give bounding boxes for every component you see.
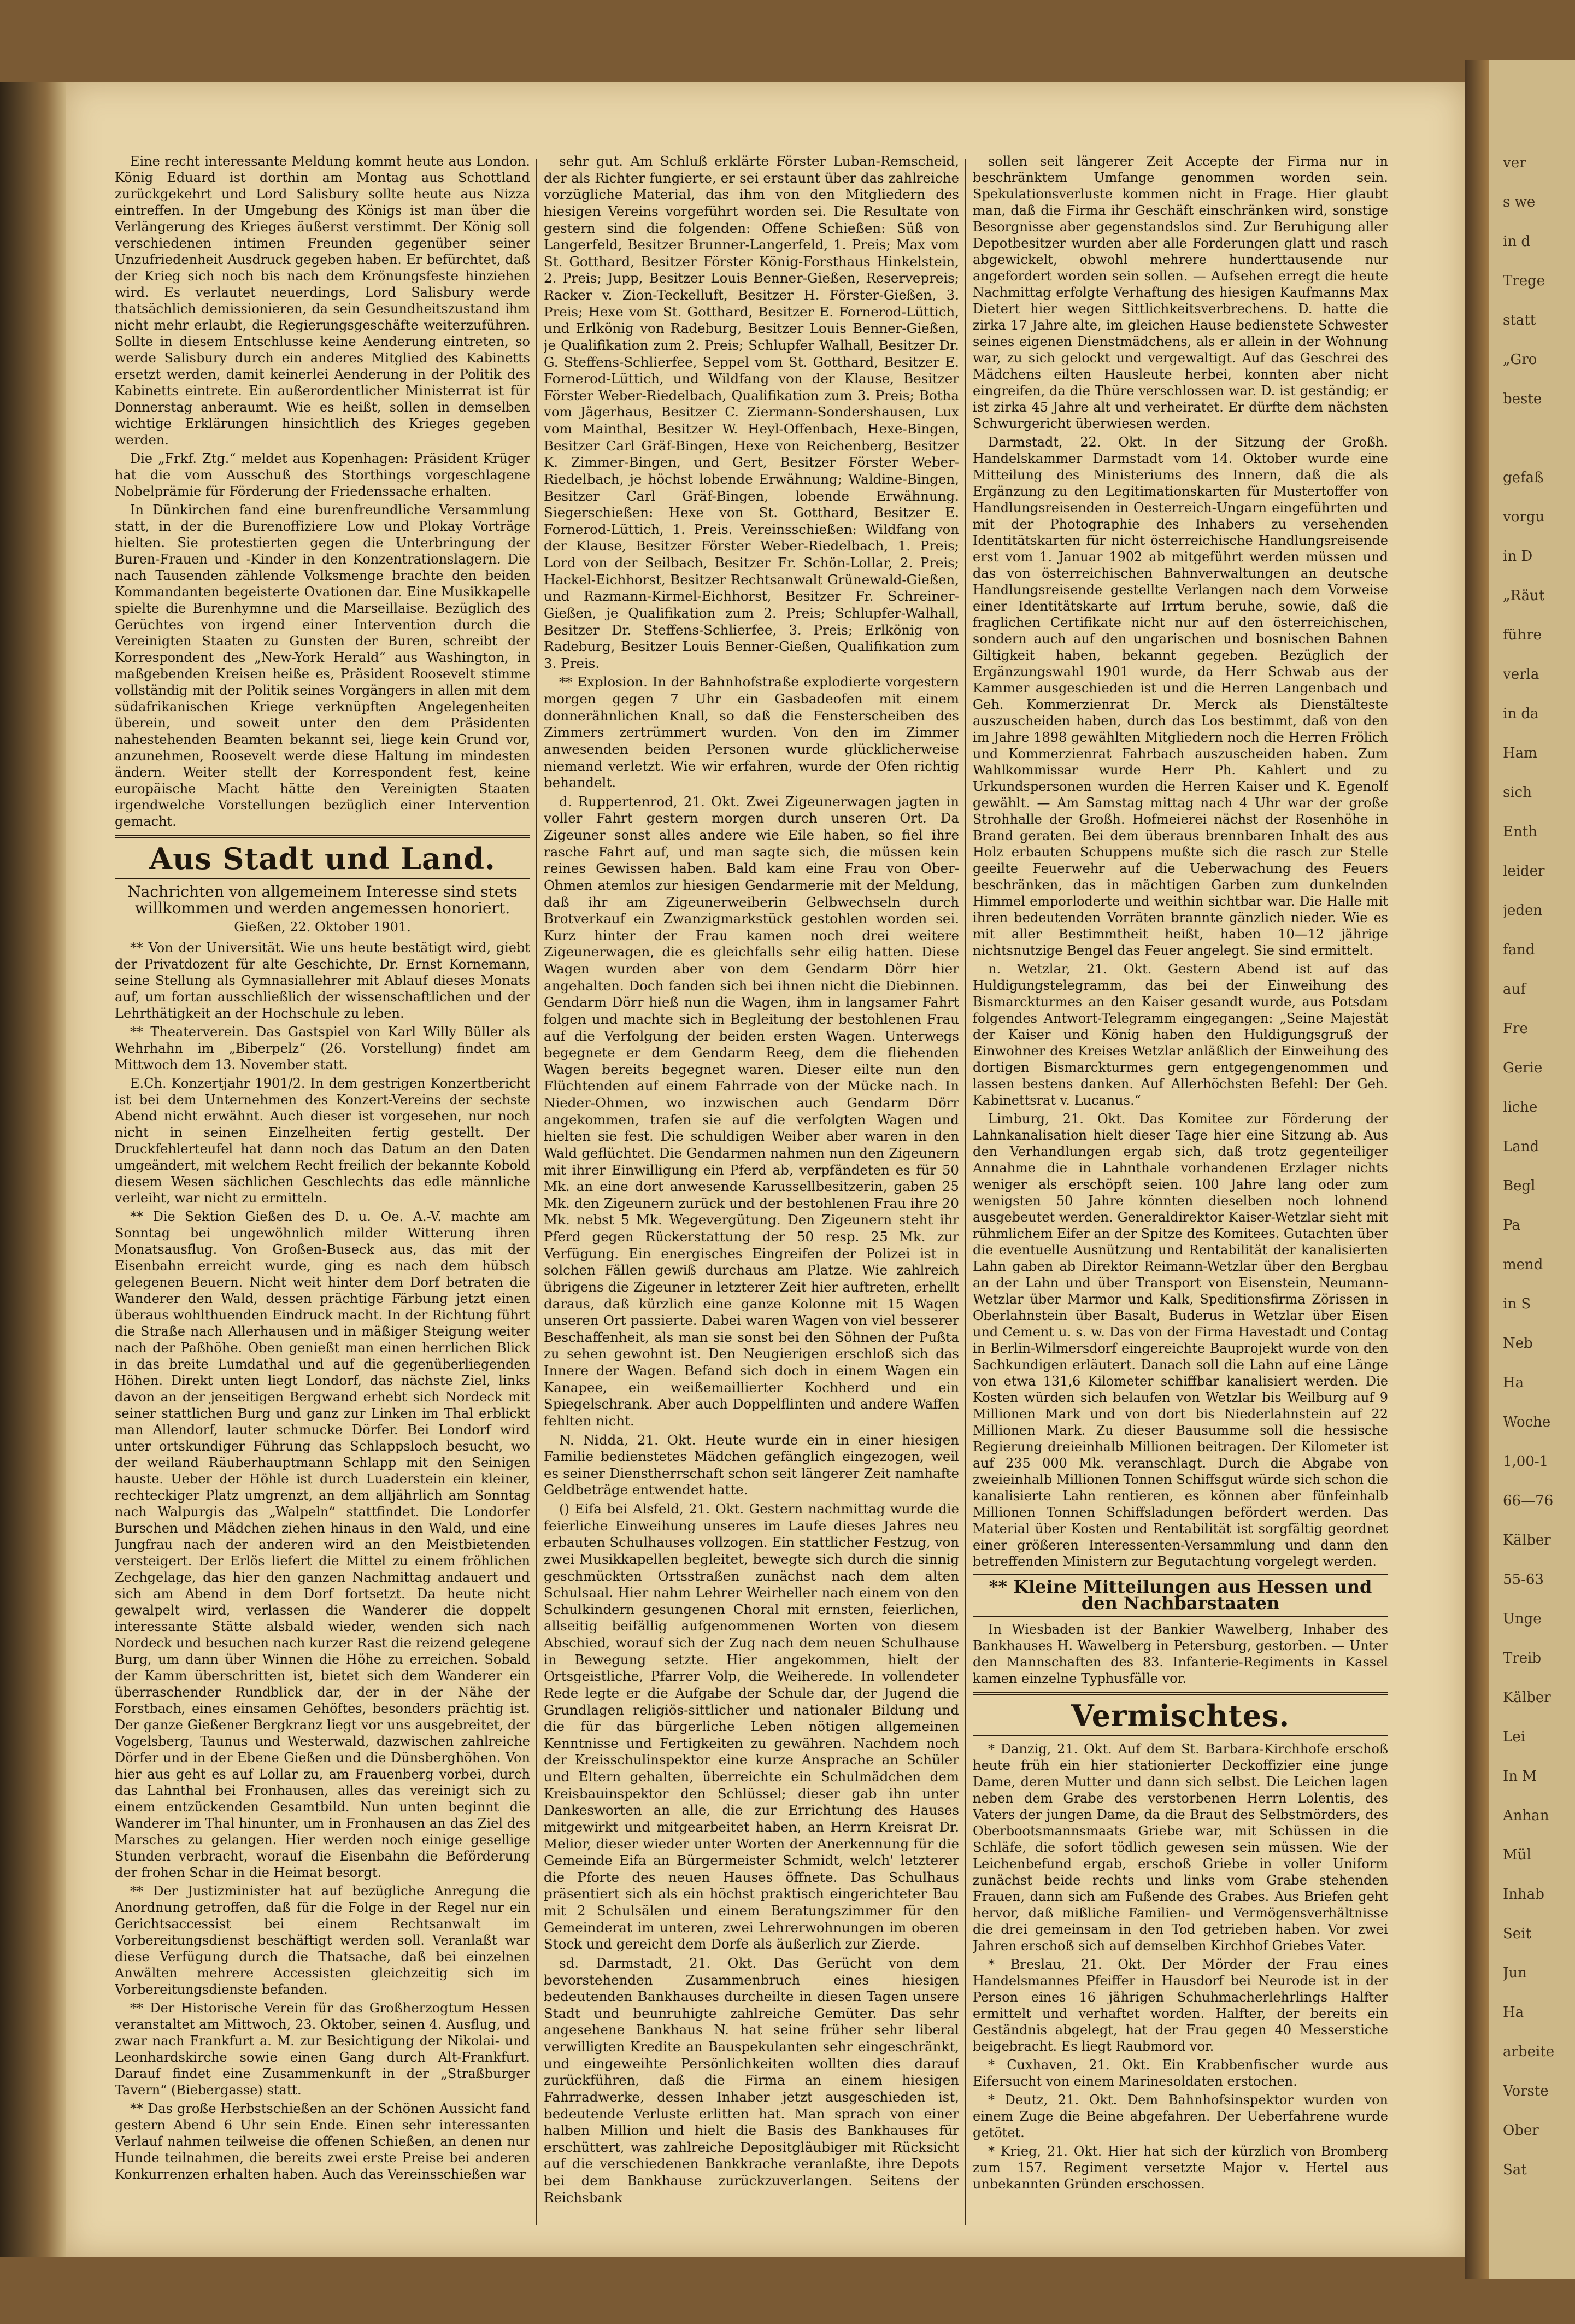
adjacent-page-fragment: Kälber	[1503, 1689, 1551, 1706]
article-wetzlar: n. Wetzlar, 21. Okt. Gestern Abend ist auf das Huldigungstelegramm, das bei der Einweihung des Bismarckturmes an den Kaiser gesandt wurde, aus Potsdam folgendes Antwort-Telegramm eingegangen: „Seine Majestät der Kaiser und König haben den Huldigungsgruß der Einwohner des Kreises Wetzlar anläßlich der Einweihung des dortigen Bismarckturmes gern entgegengenommen und lassen bestens danken. Auf Allerhöchsten Befehl: Der Geh. Kabinettsrat v. Lucanus.“	[973, 961, 1388, 1108]
adjacent-page-fragment: beste	[1503, 391, 1542, 407]
adjacent-page-fragment: liche	[1503, 1099, 1538, 1116]
adjacent-page-fragment: in da	[1503, 706, 1539, 722]
article-explosion: ** Explosion. In der Bahnhofstraße explodierte vorgestern morgen gegen 7 Uhr ein Gasbadeofen mit einem donnerähnlichen Knall, so daß die Fensterscheiben des Zimmers zertrümmert wurden. Von den im Zimmer anwesenden beiden Personen wurde glücklicherweise niemand verletzt. Wie wir erfahren, wurde der Ofen richtig behandelt.	[544, 674, 959, 791]
adjacent-page-fragment: „Räut	[1503, 588, 1545, 604]
section-note: Nachrichten von allgemeinem Interesse sind stets willkommen und werden angemessen honoriert.	[127, 883, 518, 917]
article-nidda: N. Nidda, 21. Okt. Heute wurde ein in einer hiesigen Familie bedienstetes Mädchen gefänglich eingezogen, weil es seiner Dienstherrschaft schon seit längerer Zeit namhafte Geldbeträge entwendet hatte.	[544, 1431, 959, 1498]
article-london: Eine recht interessante Meldung kommt heute aus London. König Eduard ist dorthin am Montag aus Schottland zurückgekehrt und Lord Salisbury sollte heute aus Nizza eintreffen. In der Umgebung des Königs ist man über die Verlängerung des Krieges äußerst verstimmt. Der König soll verschiedenen intimen Freunden gegenüber seiner Unzufriedenheit Ausdruck gegeben haben. Er befürchtet, daß der Krieg sich noch bis nach dem Krönungsfeste hinziehen wird. Es verlautet neuerdings, Lord Salisbury werde thatsächlich demissionieren, da sein Gesundheitszustand ihm nicht mehr erlaubt, die Regierungsgeschäfte weiterzuführen. Sollte in diesem Entschlusse keine Aenderung eintreten, so werde Salisbury durch ein anderes Mitglied des Kabinetts ersetzt werden, damit keinerlei Aenderung in der Politik des Kabinetts eintrete. Ein außerordentlicher Ministerrat ist für Donnerstag anberaumt. Wie es heißt, sollen in demselben wichtige Erklärungen hinsichtlich des Krieges gegeben werden.	[115, 154, 530, 448]
adjacent-page-fragment: Trege	[1503, 273, 1545, 289]
adjacent-page-fragment: auf	[1503, 981, 1526, 997]
page-gutter	[1465, 60, 1489, 2279]
adjacent-page-fragment: Treib	[1503, 1650, 1542, 1666]
article-cuxhaven: * Cuxhaven, 21. Okt. Ein Krabbenfischer wurde aus Eifersucht von einem Marinesoldaten erstochen.	[973, 2057, 1388, 2089]
adjacent-page-fragment: sich	[1503, 784, 1532, 801]
article-konzertjahr: E.Ch. Konzertjahr 1901/2. In dem gestrigen Konzertbericht ist bei dem Unternehmen des Konzert-Vereins der sechste Abend nicht erwähnt. Auch dieser ist vorgesehen, nur noch nicht in seinen Einzelheiten fertig gestellt. Der Druckfehlerteufel hat dann noch das Datum an den Daten umgeändert, mit welchem Recht freilich der bekannte Kobold diesem Wesen sächlichen Geschlechts das edle männliche verleiht, war nicht zu ermitteln.	[115, 1076, 530, 1206]
newspaper-page	[66, 82, 1465, 2257]
subheading-kleine-mitteilungen: ** Kleine Mitteilungen aus Hessen und den Nachbarstaaten	[973, 1574, 1388, 1617]
adjacent-page-fragment: Fre	[1503, 1020, 1528, 1037]
article-justizminister: ** Der Justizminister hat auf bezügliche Anregung die Anordnung getroffen, daß für die Folge in der Regel nur ein Gerichtsaccessist bei einem Rechtsanwalt im Vorbereitungsdienst beschäftigt werden soll. Veranlaßt war diese Verfügung durch die Thatsache, daß bei einzelnen Anwälten mehrere Accessisten gleichzeitig sich im Vorbereitungsdienste befanden.	[115, 1883, 530, 1997]
section-header-vermischtes	[973, 1692, 1388, 1736]
article-deutz: * Deutz, 21. Okt. Dem Bahnhofsinspektor wurden von einem Zuge die Beine abgefahren. Der Ueberfahrene wurde getötet.	[973, 2092, 1388, 2140]
adjacent-page-fragment: leider	[1503, 863, 1545, 879]
article-eifa: () Eifa bei Alsfeld, 21. Okt. Gestern nachmittag wurde die feierliche Einweihung unseres im Laufe dieses Jahres neu erbauten Schulhauses vollzogen. Ein stattlicher Festzug, von zwei Musikkapellen begleitet, bewegte sich durch die sinnig geschmückten Ortsstraßen zunächst nach dem alten Schulsaal. Hier nahm Lehrer Weirheller nach einem von den Schulkindern gesungenen Choral mit ernsten, feierlichen, allseitig beifällig aufgenommenen Worten von diesem Abschied, worauf sich der Zug nach dem neuen Schulhause in Bewegung setzte. Hier angekommen, hielt der Ortsgeistliche, Pfarrer Volp, die Weiherede. In vollendeter Rede legte er die Aufgabe der Schule dar, der Jugend die Grundlagen religiös-sittlicher und nationaler Bildung und die für das bürgerliche Leben nötigen allgemeinen Kenntnisse und Fertigkeiten zu gewähren. Nachdem noch der Kreisschulinspektor eine kurze Ansprache an Schüler und Eltern gehalten, überreichte ein Schulmädchen dem Kreisbauinspektor den Schlüssel; dieser gab ihn unter Dankesworten an alle, die zur Errichtung des Hauses mitgewirkt und mitgearbeitet haben, an Herrn Kreisrat Dr. Melior, dieser wieder unter Worten der Anerkennung für die Gemeinde Eifa an Bürgermeister Schmidt, welch' letzterer die Pforte des neuen Hauses öffnete. Das Schulhaus präsentiert sich als ein höchst praktisch eingerichteter Bau mit 2 Schulsälen und einem Beratungszimmer für den Gemeinderat im unteren, zwei Lehrerwohnungen im oberen Stock und gereicht dem Dorfe als äußerlich zur Zierde.	[544, 1501, 959, 1952]
adjacent-page-fragment: Ham	[1503, 745, 1537, 761]
column-3	[973, 153, 1388, 2194]
adjacent-page-fragment: Sat	[1503, 2162, 1527, 2178]
adjacent-page-fragment: Jun	[1503, 1965, 1527, 1981]
adjacent-page-edge	[1465, 60, 1575, 2279]
adjacent-page-fragment: gefaß	[1503, 470, 1544, 486]
adjacent-page-fragment: fand	[1503, 942, 1535, 958]
article-danzig: * Danzig, 21. Okt. Auf dem St. Barbara-Kirchhofe erschoß heute früh ein hier stationierter Deckoffizier eine junge Dame, deren Mutter und dann sich selbst. Die Leichen lagen neben dem Grabe des verstorbenen Herrn Lolentis, des Vaters der jungen Dame, da die Braut des Selbstmörders, des Oberbootsmannsmaats Griebe war, mit Schüssen in die Schläfe, die sofort tödlich gewesen sein müssen. Wie der Leichenbefund ergab, erschoß Griebe in voller Uniform zunächst beide rechts und links vom Grabe stehenden Frauen, dann sich am Fußende des Grabes. Aus Briefen geht hervor, daß mißliche Familien- und Vermögensverhältnisse die drei gemeinsam in den Tod getrieben haben. Vor zwei Jahren erschoß sich auf demselben Kirchhof Griebes Vater.	[973, 1741, 1388, 1953]
adjacent-page-fragment: Land	[1503, 1138, 1539, 1155]
adjacent-page-fragment: 55-63	[1503, 1571, 1544, 1588]
adjacent-page-fragment: Vorste	[1503, 2083, 1549, 2099]
article-historischer-verein: ** Der Historische Verein für das Großherzogtum Hessen veranstaltet am Mittwoch, 23. Oktober, seinen 4. Ausflug, und zwar nach Frankfurt a. M. zur Besichtigung der Nikolai- und Leonhardskirche sowie einen Gang durch Alt-Frankfurt. Darauf findet eine Zusammenkunft in der „Straßburger Tavern“ (Biebergasse) statt.	[115, 2000, 530, 2098]
adjacent-page-fragment: s we	[1503, 194, 1536, 210]
section-title: Vermischtes.	[1071, 1698, 1290, 1733]
column-2	[544, 153, 959, 2208]
article-ruppertenrod: d. Ruppertenrod, 21. Okt. Zwei Zigeunerwagen jagten in voller Fahrt gestern morgen durch unseren Ort. Da Zigeuner sonst alles andere wie Eile haben, so fiel ihre rasche Fahrt auf, und man sagte sich, die müssen kein reines Gewissen haben. Bald kam eine Frau von Ober-Ohmen atemlos zur hiesigen Gendarmerie mit der Meldung, daß ihr am Zigeunerweiberin Gelbwechseln durch Brotverkauf ein Zwanzigmarkstück gestohlen worden sei. Kurz hinter der Frau kamen noch drei weitere Zigeunerwagen, die es gleichfalls sehr eilig hatten. Diese Wagen wurden aber von dem Gendarm Dörr hier angehalten. Doch fanden sich bei ihnen nicht die Diebinnen. Gendarm Dörr hieß nun die Wagen, ihm in langsamer Fahrt folgen und machte sich in Begleitung der bestohlenen Frau auf die Verfolgung der beiden ersten Wagen. Unterwegs begegnete er dem Gendarm Reeg, dem die fliehenden Wagen bereits begegnet waren. Dieser eilte nun den Flüchtenden auf einem Fahrrade von der Mücke nach. In Nieder-Ohmen, wo inzwischen auch Gendarm Dörr angekommen, trafen sie auf die verfolgten Wagen und hielten sie fest. Die schuldigen Weiber aber waren in den Wald geflüchtet. Die Gendarmen nahmen nun den Zigeunern mit ihrer Einwilligung ein Pferd ab, verpfändeten es für 50 Mk. an eine dort anwesende Karussellbesitzerin, gaben 25 Mk. den Zigeunern zurück und der bestohlenen Frau ihre 20 Mk. nebst 5 Mk. Wegevergütung. Den Zigeunern steht ihr Pferd gegen Rückerstattung der 50 resp. 25 Mk. zur Verfügung. Ein energisches Eingreifen der Polizei ist in solchen Fällen gewiß durchaus am Platze. Wie zahlreich übrigens die Zigeuner in letzterer Zeit hier auftreten, erhellt daraus, daß kürzlich eine ganze Kolonne mit 15 Wagen unseren Ort passierte. Dabei waren Wagen von viel besserer Beschaffenheit, als man sie sonst bei den Söhnen der Pußta zu sehen gewohnt ist. Den Neugierigen erschloß sich das Innere der Wagen. Befand sich doch in einem Wagen ein Kanapee, ein weißemaillierter Kochherd und ein Spiegelschrank. Aber auch Doppelflinten und andere Waffen fehlten nicht.	[544, 793, 959, 1429]
adjacent-page-fragment: 1,00-1	[1503, 1453, 1549, 1470]
book-binding	[0, 82, 66, 2257]
adjacent-page-fragment: Woche	[1503, 1414, 1551, 1430]
article-wiesbaden: In Wiesbaden ist der Bankier Wawelberg, Inhaber des Bankhauses H. Wawelberg in Petersburg, gestorben. — Unter den Mannschaften des 83. Infanterie-Regiments in Kassel kamen einzelne Typhusfälle vor.	[973, 1622, 1388, 1686]
adjacent-page-fragment: Unge	[1503, 1611, 1542, 1627]
article-handelskammer: Darmstadt, 22. Okt. In der Sitzung der Großh. Handelskammer Darmstadt vom 14. Oktober wurde eine Mitteilung des Ministeriums des Innern, daß die als Ergänzung zu den Legitimationskarten für Mustertoffer von Handlungsreisenden in Oesterreich-Ungarn eingeführten und mit der Photographie des Inhabers zu versehenden Identitätskarten für nicht österreichische Handlungsreisende erst vom 1. Januar 1902 ab mitgeführt werden müssen und das von österreichischen Bahnverwaltungen an deutsche Handlungsreisende gestellte Verlangen nach dem Vorweise einer Identitätskarte auf Irrtum beruhe, sowie, daß die fraglichen Certifikate nicht nur auf den österreichischen, sondern auch auf den ungarischen und bosnischen Bahnen Giltigkeit haben, bekannt gegeben. Bezüglich der Ergänzungswahl 1901 wurde, da Herr Schwab aus der Kammer ausgeschieden ist und die Herren Langenbach und Geh. Kommerzienrat Dr. Merck als Dienstälteste auszuscheiden haben, durch das Los bestimmt, daß von den im Jahre 1898 gewählten Mitgliedern noch die Herren Frölich und Kommerzienrat Fahrbach auszuscheiden haben. Zum Wahlkommissar wurde Herr Ph. Kahlert und zu Urkundspersonen wurden die Herren Kaiser und K. Egenolf gewählt. — Am Samstag mittag nach 4 Uhr war der große Strohhalle der Großh. Hofmeierei nächst der Rosenhöhe in Brand geraten. Bei dem überaus brennbaren Inhalt des aus Holz erbauten Schuppens mußte sich die rasch zur Stelle geeilte Feuerwehr auf die Ueberwachung des Feuers beschränken, das in mächtigen Garben zum dunkelnden Himmel emporloderte und weithin sichtbar war. Die Halle mit ihren bedeutenden Vorräten brannte gänzlich nieder. Wie es mit aller Bestimmtheit heißt, haben 10—12 jährige nichtsnutzige Bengel das Feuer angelegt. Sie sind ermittelt.	[973, 435, 1388, 958]
adjacent-page-fragment: Ober	[1503, 2122, 1539, 2139]
adjacent-page-fragment: Anhan	[1503, 1807, 1549, 1824]
article-darmstadt-cont: sollen seit längerer Zeit Accepte der Firma nur in beschränktem Umfange genommen worden sein. Spekulationsverluste kommen nicht in Frage. Hier glaubt man, daß die Firma ihr Geschäft einschränken wird, sonstige Besorgnisse aber gegenstandslos sind. Zur Beruhigung aller Depotbesitzer wurden aber alle Forderungen glatt und rasch abgewickelt, obwohl mehrere hunderttausende nur angefordert worden sein sollen. — Aufsehen erregt die heute Nachmittag erfolgte Verhaftung des hiesigen Kaufmanns Max Dietert hier wegen Sittlichkeitsverbrechens. D. hatte die zirka 17 Jahre alte, im gleichen Hause bedienstete Schwester seines eigenen Dienstmädchens, als er allein in der Wohnung war, zu sich gelockt und vergewaltigt. Auf das Geschrei des Mädchens eilten Hausleute herbei, konnten aber nicht eingreifen, da die Thüre verschlossen war. D. ist geständig; er ist zirka 45 Jahre alt und verheiratet. Er dürfte dem nächsten Schwurgericht überwiesen werden.	[973, 154, 1388, 431]
adjacent-page-fragment: in D	[1503, 548, 1533, 565]
adjacent-page-fragment: vorgu	[1503, 509, 1545, 525]
adjacent-page-fragment: Seit	[1503, 1926, 1531, 1942]
article-darmstadt-bank: sd. Darmstadt, 21. Okt. Das Gerücht von dem bevorstehenden Zusammenbruch eines hiesigen bedeutenden Bankhauses durcheilte in diesen Tagen unsere Stadt und beunruhigte zahlreiche Gemüter. Das sehr angesehene Bankhaus N. hat seine früher sehr liberal verwilligten Kredite an Bauspekulanten sehr eingeschränkt, und eingeweihte Persönlichkeiten wollten dies darauf zurückführen, daß die Firma an einem hiesigen Fahrradwerke, dessen Inhaber jetzt ausgeschieden ist, bedeutende Verluste erlitten hat. Man sprach von einer halben Million und hielt die Basis des Bankhauses für erschüttert, was zahlreiche Depositgläubiger mit Rücksicht auf die verschiedenen Bankkrache veranlaßte, ihre Depots bei dem Bankhause zurückzuverlangen. Seitens der Reichsbank	[544, 1955, 959, 2205]
article-limburg: Limburg, 21. Okt. Das Komitee zur Förderung der Lahnkanalisation hielt dieser Tage hier eine Sitzung ab. Aus den Verhandlungen ergab sich, daß trotz gegenteiliger Annahme die in Lahnthale vorhandenen Erzlager nichts weniger als erschöpft seien. 100 Jahre lang oder zum wenigsten 50 Jahre könnten dieselben noch lohnend ausgebeutet werden. Generaldirektor Kaiser-Wetzlar sieht mit rühmlichem Eifer an der Spitze des Komitees. Gutachten über die eventuelle Ausnützung und Rentabilität der kanalisierten Lahn gaben ab Direktor Reimann-Wetzlar über den Bergbau an der Lahn und über Transport von Eisenstein, Neumann-Wetzlar über Marmor und Kalk, Speditionsfirma Zörissen in Oberlahnstein über Basalt, Buderus in Wetzlar über Eisen und Cement u. s. w. Das von der Firma Havestadt und Contag in Berlin-Wilmersdorf eingereichte Bauprojekt wurde von den Sachkundigen erläutert. Danach soll die Lahn auf eine Länge von etwa 131,6 Kilometer schiffbar kanalisiert werden. Die Kosten würden sich belaufen von Wetzlar bis Weilburg auf 9 Millionen Mark und von dort bis Niederlahnstein auf 22 Millionen Mark. Zu dieser Bausumme soll die hessische Regierung dreieinhalb Millionen beitragen. Der Kilometer ist auf 235 000 Mk. veranschlagt. Durch die Abgabe von zweieinhalb Millionen Tonnen Schiffsgut würde sich schon die kanalisierte Lahn rentieren, es können aber fünfeinhalb Millionen Tonnen Schiffsladungen befördert werden. Das Material über Kosten und Rentabilität ist sorgfältig geordnet einer größeren Interessenten-Versammlung und dann den betreffenden Ministern zur Begutachtung vorgelegt werden.	[973, 1111, 1388, 1569]
adjacent-page-fragment: in d	[1503, 233, 1530, 250]
adjacent-page-fragment: Mül	[1503, 1847, 1531, 1863]
adjacent-page-fragment: Gerie	[1503, 1060, 1543, 1076]
adjacent-page-fragment: Kälber	[1503, 1532, 1551, 1548]
adjacent-page-fragment: Lei	[1503, 1729, 1525, 1745]
article-schiessresultate: sehr gut. Am Schluß erklärte Förster Luban-Remscheid, der als Richter fungierte, er sei erstaunt über das zahlreiche vorzügliche Material, das ihm von den Mitgliedern des hiesigen Vereins vorgeführt worden sei. Die Resultate von gestern sind die folgenden: Offene Schießen: Süß von Langerfeld, Besitzer Brunner-Langerfeld, 1. Preis; Max vom St. Gotthard, Besitzer Förster König-Forsthaus Hinkelstein, 2. Preis; Jupp, Besitzer Louis Benner-Gießen, Reservepreis; Racker v. Zion-Teckelluft, Besitzer H. Förster-Gießen, 3. Preis; Hexe vom St. Gotthard, Besitzer E. Fornerod-Lüttich, und Erlkönig von Radeburg, Besitzer Louis Benner-Gießen, je Qualifikation zum 2. Preis; Schlupfer Walhall, Besitzer Dr. G. Steffens-Schlierfee, Seppel vom St. Gotthard, Besitzer E. Fornerod-Lüttich, und Wildfang von der Klause, Besitzer Förster Weber-Riedelbach, Qualifikation zum 3. Preis; Botha vom Jägerhaus, Besitzer C. Ziermann-Sondershausen, Lux vom Mainthal, Besitzer W. Heyl-Offenbach, Hexe-Bingen, Besitzer Carl Gräf-Bingen, Hexe von Reichenberg, Besitzer K. Zimmer-Bingen, und Gert, Besitzer Förster Weber-Riedelbach, je höchst lobende Erwähnung; Waldine-Bingen, Besitzer Carl Gräf-Bingen, lobende Erwähnung. Siegerschießen: Hexe von St. Gotthard, Besitzer E. Fornerod-Lüttich, 1. Preis. Vereinsschießen: Wildfang von der Klause, Besitzer Förster Weber-Riedelbach, 1. Preis; Lord von der Seilbach, Besitzer Fr. Schön-Lollar, 2. Preis; Hackel-Eichhorst, Besitzer Rechtsanwalt Grünewald-Gießen, und Razmann-Kirmel-Eichhorst, Besitzer Fr. Schreiner-Gießen, je Qualifikation zum 2. Preis; Schlupfer-Walhall, Besitzer Dr. Steffens-Schlierfee, 3. Preis; Erlkönig von Radeburg, Besitzer Louis Benner-Gießen, Qualifikation zum 3. Preis.	[544, 153, 959, 671]
adjacent-page-fragment: „Gro	[1503, 351, 1537, 368]
adjacent-page-fragment: jeden	[1503, 902, 1543, 919]
adjacent-page-fragment: Inhab	[1503, 1886, 1544, 1903]
article-breslau: * Breslau, 21. Okt. Der Mörder der Frau eines Handelsmannes Pfeiffer in Hausdorf bei Neurode ist in der Person eines 16 jährigen Schuhmacherlehrlings Halfter ermittelt und verhaftet worden. Halfter, der bereits ein Geständnis abgelegt, hat der Frau gegen 40 Messerstiche beigebracht. Es liegt Raubmord vor.	[973, 1957, 1388, 2054]
section-header-stadt-land	[115, 835, 530, 879]
adjacent-page-fragment: Ha	[1503, 2004, 1524, 2021]
section-title: Aus Stadt und Land.	[149, 841, 496, 876]
adjacent-page-fragment: Enth	[1503, 824, 1537, 840]
adjacent-page-fragment: verla	[1503, 666, 1539, 683]
column-rule	[536, 159, 537, 2225]
column-rule	[965, 159, 966, 2225]
adjacent-page-fragment: arbeite	[1503, 2044, 1555, 2060]
adjacent-page-fragment: Pa	[1503, 1217, 1520, 1234]
adjacent-page-fragment: Ha	[1503, 1375, 1524, 1391]
article-theaterverein: ** Theaterverein. Das Gastspiel von Karl Willy Büller als Wehrhahn im „Biberpelz“ (26. Vorstellung) findet am Mittwoch dem 13. November statt.	[115, 1024, 530, 1072]
adjacent-page-fragment: 66—76	[1503, 1493, 1554, 1509]
article-universitaet: ** Von der Universität. Wie uns heute bestätigt wird, giebt der Privatdozent für alte Geschichte, Dr. Ernst Kornemann, seine Stellung als Gymnasiallehrer mit Ablauf dieses Monats auf, um fortan ausschließlich der wissenschaftlichen und der Lehrthätigkeit an der Hochschule zu leben.	[115, 940, 530, 1021]
adjacent-page-fragment: Neb	[1503, 1335, 1533, 1352]
article-duenkirchen: In Dünkirchen fand eine burenfreundliche Versammlung statt, in der die Burenoffiziere Low und Plokay Vorträge hielten. Sie protestierten gegen die Unterbringung der Buren-Frauen und -Kinder in den Konzentrationslagern. Die nach Tausenden zählende Volksmenge brachte den beiden Kommandanten begeisterte Ovationen dar. Eine Musikkapelle spielte die Burenhymne und die Marseillaise. Bezüglich des Gerüchtes von irgend einer Intervention durch die Vereinigten Staaten zu Gunsten der Buren, schreibt der Korrespondent des „New-York Herald“ aus Washington, in maßgebenden Kreisen heiße es, Präsident Roosevelt stimme vollständig mit der Politik seines Vorgängers in allen mit dem südafrikanischen Kriege verknüpften Angelegenheiten überein, und soweit unter den dem Präsidenten nahestehenden Beamten bekannt sei, liege kein Grund vor, anzunehmen, Roosevelt werde diese Haltung im mindesten ändern. Weiter stellt der Korrespondent fest, keine europäische Macht hätte den Vereinigten Staaten irgendwelche Vorstellungen bezüglich einer Intervention gemacht.	[115, 502, 530, 829]
adjacent-page-fragment: statt	[1503, 312, 1536, 328]
adjacent-page-fragment: Begl	[1503, 1178, 1536, 1194]
article-herbstschiessen: ** Das große Herbstschießen an der Schönen Aussicht fand gestern Abend 6 Uhr sein Ende. Einen sehr interessanten Verlauf nahmen teilweise die offenen Schießen, an denen nur Hunde teilnahmen, die bereits zwei erste Preise bei anderen Konkurrenzen erhalten haben. Auch das Vereinsschießen war	[115, 2101, 530, 2182]
adjacent-page-fragment: mend	[1503, 1257, 1543, 1273]
dateline: Gießen, 22. Oktober 1901.	[234, 919, 411, 935]
adjacent-page-fragment: In M	[1503, 1768, 1537, 1785]
adjacent-page-fragment: ver	[1503, 155, 1526, 171]
adjacent-page-fragment: in S	[1503, 1296, 1531, 1312]
article-kopenhagen: Die „Frkf. Ztg.“ meldet aus Kopenhagen: Präsident Krüger hat die vom Ausschuß des Storthings vorgeschlagene Nobelprämie für Förderung der Friedenssache erhalten.	[115, 451, 530, 499]
article-krieg: * Krieg, 21. Okt. Hier hat sich der kürzlich von Bromberg zum 157. Regiment versetzte Major v. Hertel aus unbekannten Gründen erschossen.	[973, 2144, 1388, 2192]
article-sektion-giessen: ** Die Sektion Gießen des D. u. Oe. A.-V. machte am Sonntag bei ungewöhnlich milder Witterung ihren Monatsausflug. Von Großen-Buseck aus, das mit der Eisenbahn erreicht wurde, ging es nach dem hübsch gelegenen Beuern. Nicht weit hinter dem Dorf betraten die Wanderer den Wald, dessen prächtige Färbung jetzt einen überaus wohlthuenden Eindruck macht. In der Richtung führt die Straße nach Allerhausen und in mäßiger Steigung weiter nach der Paßhöhe. Oben genießt man einen herrlichen Blick in das breite Lumdathal und auf die gegenüberliegenden Höhen. Direkt unten liegt Londorf, das nächste Ziel, links davon an der jenseitigen Bergwand erhebt sich Nordeck mit seiner stattlichen Burg und ganz zur Linken im Thal erblickt man Allendorf, lauter schmucke Dörfer. Bei Londorf wird unter ortskundiger Führung das Schlappsloch besucht, wo der weiland Räuberhauptmann Schlapp mit den Seinigen hauste. Ueber der Höhle ist durch Luaderstein ein kleiner, rechteckiger Platz umgrenzt, an dem alljährlich am Sonntag nach Walpurgis das „Walpeln“ stattfindet. Die Londorfer Burschen und Mädchen ziehen hinaus in den Wald, und eine Jungfrau nach der anderen wird an den Meistbietenden versteigert. Der Erlös liefert die Mittel zu einem fröhlichen Zechgelage, das hier den ganzen Nachmittag andauert und sich am Abend in dem Dorf fortsetzt. Da heute nicht gewalpelt wird, verlassen die Wanderer die doppelt interessante Stätte alsbald wieder, wenden sich nach Nordeck und besuchen nach kurzer Rast die reizend gelegene Burg, um dann über Winnen die Höhe zu erreichen. Sobald der Kamm überschritten ist, bietet sich dem Wanderer ein überraschender Rundblick dar, der in der Nähe der Forstbach, eines einsamen Gehöftes, besonders prächtig ist. Der ganze Gießener Bergkranz liegt vor uns ausgebreitet, der Vogelsberg, Taunus und Westerwald, dazwischen zahlreiche Dörfer und in der Ebene Gießen und die Dünsberghöhen. Von hier aus geht es auf Lollar zu, am Frauenberg vorbei, durch das Lahnthal bei Fronhausen, alles das vereinigt sich zu einem entzückenden Gesamtbild. Nun unten beginnt die Wanderer im Thal hinunter, um in Fronhausen an das Ziel des Marsches zu gelangen. Hier werden noch einige gesellige Stunden verbracht, worauf die Eisenbahn die Beförderung der frohen Schar in die Heimat besorgt.	[115, 1209, 530, 1880]
adjacent-page-fragment: führe	[1503, 627, 1542, 643]
column-1	[115, 153, 530, 2185]
